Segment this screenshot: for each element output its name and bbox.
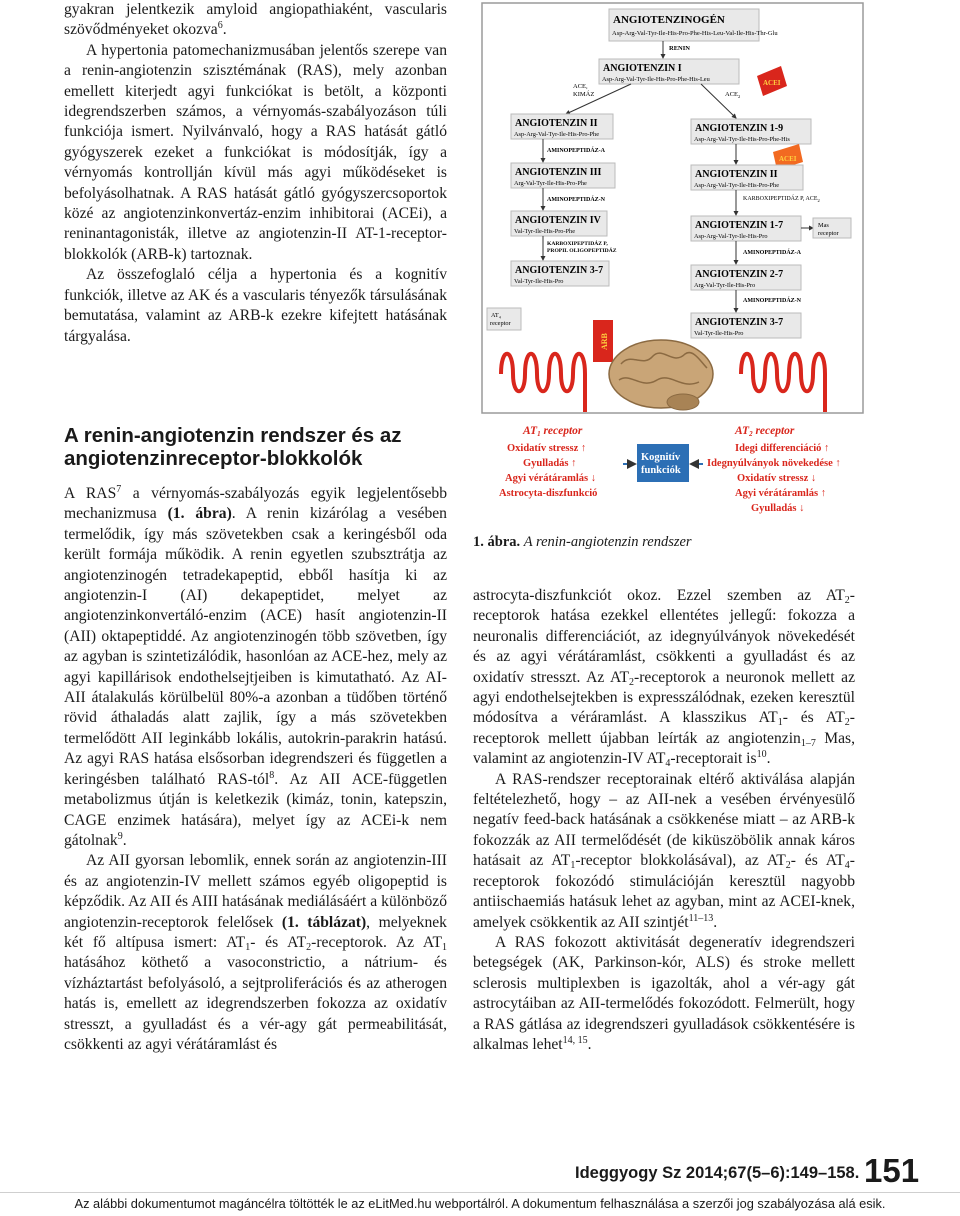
seq-angiotensin-3-7: Val-Tyr-Ile-His-Pro: [514, 278, 564, 285]
label-carboxypeptidase-ace2: KARBOXIPEPTIDÁZ P, $ACE_2$: [743, 196, 820, 203]
label-angiotensin-1-7: ANGIOTENZIN 1-7: [695, 220, 784, 231]
paragraph-ras-2: Az AII gyorsan lebomlik, ennek során az angiotenzin-III és az angiotenzin-IV mellett számos egyéb oligopeptid is képződik. Az AII és AIII hatásának mediálásáért a különböző angiotenzin-receptorok felelősek (1. táblázat), melyeknek két fő altípusa ismert: $AT_1-$ és $AT_2$-receptorok. Az $AT_1$ hatásához köthető a vasoconstrictio, a nátrium- és vízháztartást befolyásoló, a sejtproliferációs és az atherogen hatás is, emellett az idegrendszerben fokozza az oxidatív stresszt, a gyulladást és a vér-agy gát permeabilitását, csökkenti az agyi vérátáramlást és: [64, 852, 447, 1053]
label-acei-1: ACEI: [763, 79, 781, 87]
label-ace-chymase: ACE, KIMÁZ: [573, 83, 595, 98]
label-carboxy-propyl: KARBOXIPEPTIDÁZ P, PROPIL OLIGOPEPTIDÁZ: [547, 241, 617, 254]
paragraph-ras-1: A RAS$^7$ a vérnyomás-szabályozás egyik legjelentősebb mechanizmusa (1. ábra). A renin kizárólag a vesében termelődik, így más szövetekben csak a keringésből oda került formája működik. A renin egyetlen szubsztrátja az angiotenzinogén tetradekapeptid, ebből hasítja ki az angiotenzin-I (AI) dekapeptidet, melyet az angiotenzinkonvertáló-enzim (ACE) hasít angiotenzin-II (AII) oktapeptiddé. Az angiotenzinogén több szövetben, így az agyban is szintetizálódik, hasonlóan az ACE-hez, mely az agyi kapillárisok endothelsejtjeiben is kimutatható. Az AI-AII átalakulás körülbelül 80%-a azonban a tüdőben történő rövid áthaladás alatt zajlik, így a más szövetekben termelődött AII leginkább lokális, autokrin-parakrin hatású. Az agyi RAS hatása elsősorban idegrendszeri és független a keringésben található RAS-tól$^8$. Az AII ACE-független metabolizmus útján is keletkezik (kimáz, tonin, katepszin, CAGE enzimek hatására), melyet így az ACEi-k nem gátolnak$^9$.: [64, 484, 447, 849]
seq-angiotensin-3: Arg-Val-Tyr-Ile-His-Pro-Phe: [514, 180, 587, 187]
journal-reference: Ideggyogy Sz 2014;67(5–6):149–158.: [575, 1164, 860, 1182]
paragraph-intro-1: gyakran jelentkezik amyloid angiopathiaként, vascularis szövődményeket okozva$^6$.: [64, 1, 447, 39]
figure-caption: 1. ábra. A renin-angiotenzin rendszer: [473, 534, 692, 550]
label-aminopeptidase-a-2: AMINOPEPTIDÁZ-A: [743, 250, 801, 256]
paragraph-at2: astrocyta-diszfunkciót okoz. Ezzel szemben az $AT_2$-receptorok hatása ezekkel ellentétes jellegű: fokozza a neuronalis differenciációt, az idegnyúlványok növekedését és az agyi vérátáramlást, csökkenti a gyulladást és az oxidatív stresszt. Az $AT_2$-receptorok a neuronok mellett az agyi endothelsejtekben is expresszálódnak, ezeken keresztül módosítva a véráramlást. A klasszikus $AT_1-$ és $AT_2$-receptorok mellett újabban leírták az angiotenzin$_{1-7}$ Mas, valamint az angiotenzin-IV $AT_4$-receptorait $is^{10}$.: [473, 587, 856, 770]
label-acei-2: ACEI: [779, 155, 797, 163]
page-number: 151: [864, 1152, 920, 1189]
at1-item-astrocyte: Astrocyta-diszfunkció: [499, 488, 598, 499]
label-at4-receptor: AT₄ receptor: [490, 312, 511, 327]
label-angiotensin-1-9: ANGIOTENZIN 1-9: [695, 123, 784, 134]
label-angiotensin-4: ANGIOTENZIN IV: [515, 215, 601, 226]
label-aminopeptidase-n-1: AMINOPEPTIDÁZ-N: [547, 197, 605, 203]
at2-item-differentiation: Idegi differenciáció ↑: [735, 443, 830, 454]
paragraph-intro-2: A hypertonia patomechanizmusában jelentős szerepe van a renin-angiotenzin szisztémának (RAS), mely azonban emellett kiterjedt agyi funkciókat is betölt, a központi idegrendszerben számos, a vérnyomás-szabályozáson túli funkciója ismert. Nyilvánvaló, hogy a RAS hatását gátló gyógyszerek ezeket a funkciókat is módosítják, így a vérnyomás kontrollján kívül más agyi működéseket is befolyásolhatnak. A RAS hatását gátló gyógyszercsoportok közé az angiotenzinkonvertáz-enzim inhibitorai (ACEi), a reninantagonisták, illetve az angiotenzin-II AT-1-receptor-blokkolók (ARB-k) tartoznak.: [64, 41, 447, 263]
label-angiotensinogen: ANGIOTENZINOGÉN: [613, 14, 725, 26]
label-arb: ARB: [600, 333, 609, 350]
seq-angiotensinogen: Asp-Arg-Val-Tyr-Ile-His-Pro-Phe-His-Leu-Val-Ile-His-Thr-Glu: [612, 30, 778, 37]
seq-angiotensin-2-7: Arg-Val-Tyr-Ile-His-Pro: [694, 282, 756, 289]
label-mas-receptor: Mas receptor: [818, 222, 839, 237]
section-heading: A renin-angiotenzin rendszer és az angiotenzinreceptor-blokkolók: [64, 424, 402, 470]
figure-ras-diagram: [481, 2, 865, 524]
paragraph-intro-3: Az összefoglaló célja a hypertonia és a kognitív funkciók, illetve az AK és a vascularis tényezők társulásának bemutatása, valamint az ARB-k ezekre kifejtett hatásának tárgyalása.: [64, 266, 447, 345]
label-aminopeptidase-n-2: AMINOPEPTIDÁZ-N: [743, 298, 801, 304]
left-column-intro: [64, 0, 447, 347]
label-at1-receptor: AT1 receptor: [523, 425, 583, 438]
label-at2-receptor: AT2 receptor: [735, 425, 795, 438]
label-renin: RENIN: [669, 45, 690, 52]
right-column-body: [473, 586, 855, 1055]
label-ace2-a: $ACE_2$: [725, 91, 741, 99]
label-angiotensin-2-7: ANGIOTENZIN 2-7: [695, 269, 784, 280]
paragraph-ras-activity: A RAS fokozott aktivitását degeneratív idegrendszeri betegségek (AK, Parkinson-kór, ALS) és stroke mellett sclerosis multiplexben is igazolták, ahol a vér-agy gát astrocytáiban az AII-termelődés fokozódott. Felmerült, hogy a RAS gátlása az idegrendszeri gyulladások csökkentésére is alkalmas lehet$^{14, 15}$.: [473, 933, 855, 1053]
label-aminopeptidase-a: AMINOPEPTIDÁZ-A: [547, 148, 605, 154]
seq-angiotensin-4: Val-Tyr-Ile-His-Pro-Phe: [514, 228, 575, 235]
left-column-body: [64, 484, 447, 1055]
footer-divider: [0, 1192, 960, 1193]
footer-notice: Az alábbi dokumentumot magáncélra töltötték le az eLitMed.hu webportálról. A dokumentum felhasználása a szerzői jog szabályozása alá esik.: [74, 1196, 886, 1211]
box-cognitive: [637, 444, 689, 482]
at2-item-inflammation: Gyulladás ↓: [751, 503, 805, 514]
at2-item-neurite: Idegnyúlványok növekedése ↑: [707, 458, 841, 469]
label-cognitive: Kognitív funkciók: [641, 452, 681, 476]
paragraph-arb: A RAS-rendszer receptorainak eltérő aktiválása alapján feltételezhető, hogy – az AII-nek a vesében érvényesülő negatív feed-back hatásának a csökkenése miatt – az ARB-k fokozzák az AII termelődését (de kiküszöbölik annak káros hatásait az $AT_1$-receptor blokkolásával), az $AT_2-$ és $AT_4$-receptorok fokozódó stimulációján keresztül nagyobb antiischaemiás hatásuk lehet az agyban, mint az ACEI-knek, amelyek csökkentik az AII szintjét$^{11-13}$.: [473, 770, 855, 931]
label-angiotensin-3: ANGIOTENZIN III: [515, 167, 602, 178]
label-angiotensin-1: ANGIOTENZIN I: [603, 63, 682, 74]
at1-item-blood-flow: Agyi vérátáramlás ↓: [505, 473, 596, 484]
seq-angiotensin-1-9: Asp-Arg-Val-Tyr-Ile-His-Pro-Phe-His: [694, 136, 790, 143]
seq-angiotensin-1-7: Asp-Arg-Val-Tyr-Ile-His-Pro: [694, 233, 768, 240]
label-angiotensin-3-7: ANGIOTENZIN 3-7: [515, 265, 604, 276]
seq-angiotensin-2-right: Asp-Arg-Val-Tyr-Ile-His-Pro-Phe: [694, 182, 780, 189]
seq-angiotensin-3-7-right: Val-Tyr-Ile-His-Pro: [694, 330, 744, 337]
label-angiotensin-2: ANGIOTENZIN II: [515, 118, 598, 129]
at2-item-blood-flow: Agyi vérátáramlás ↑: [735, 488, 826, 499]
seq-angiotensin-2: Asp-Arg-Val-Tyr-Ile-His-Pro-Phe: [514, 131, 600, 138]
label-angiotensin-2-right: ANGIOTENZIN II: [695, 169, 778, 180]
at2-item-oxidative: Oxidatív stressz ↓: [737, 473, 817, 484]
seq-angiotensin-1: Asp-Arg-Val-Tyr-Ile-His-Pro-Phe-His-Leu: [602, 76, 710, 83]
label-angiotensin-3-7-right: ANGIOTENZIN 3-7: [695, 317, 784, 328]
at1-item-oxidative: Oxidatív stressz ↑: [507, 443, 587, 454]
at1-item-inflammation: Gyulladás ↑: [523, 458, 577, 469]
